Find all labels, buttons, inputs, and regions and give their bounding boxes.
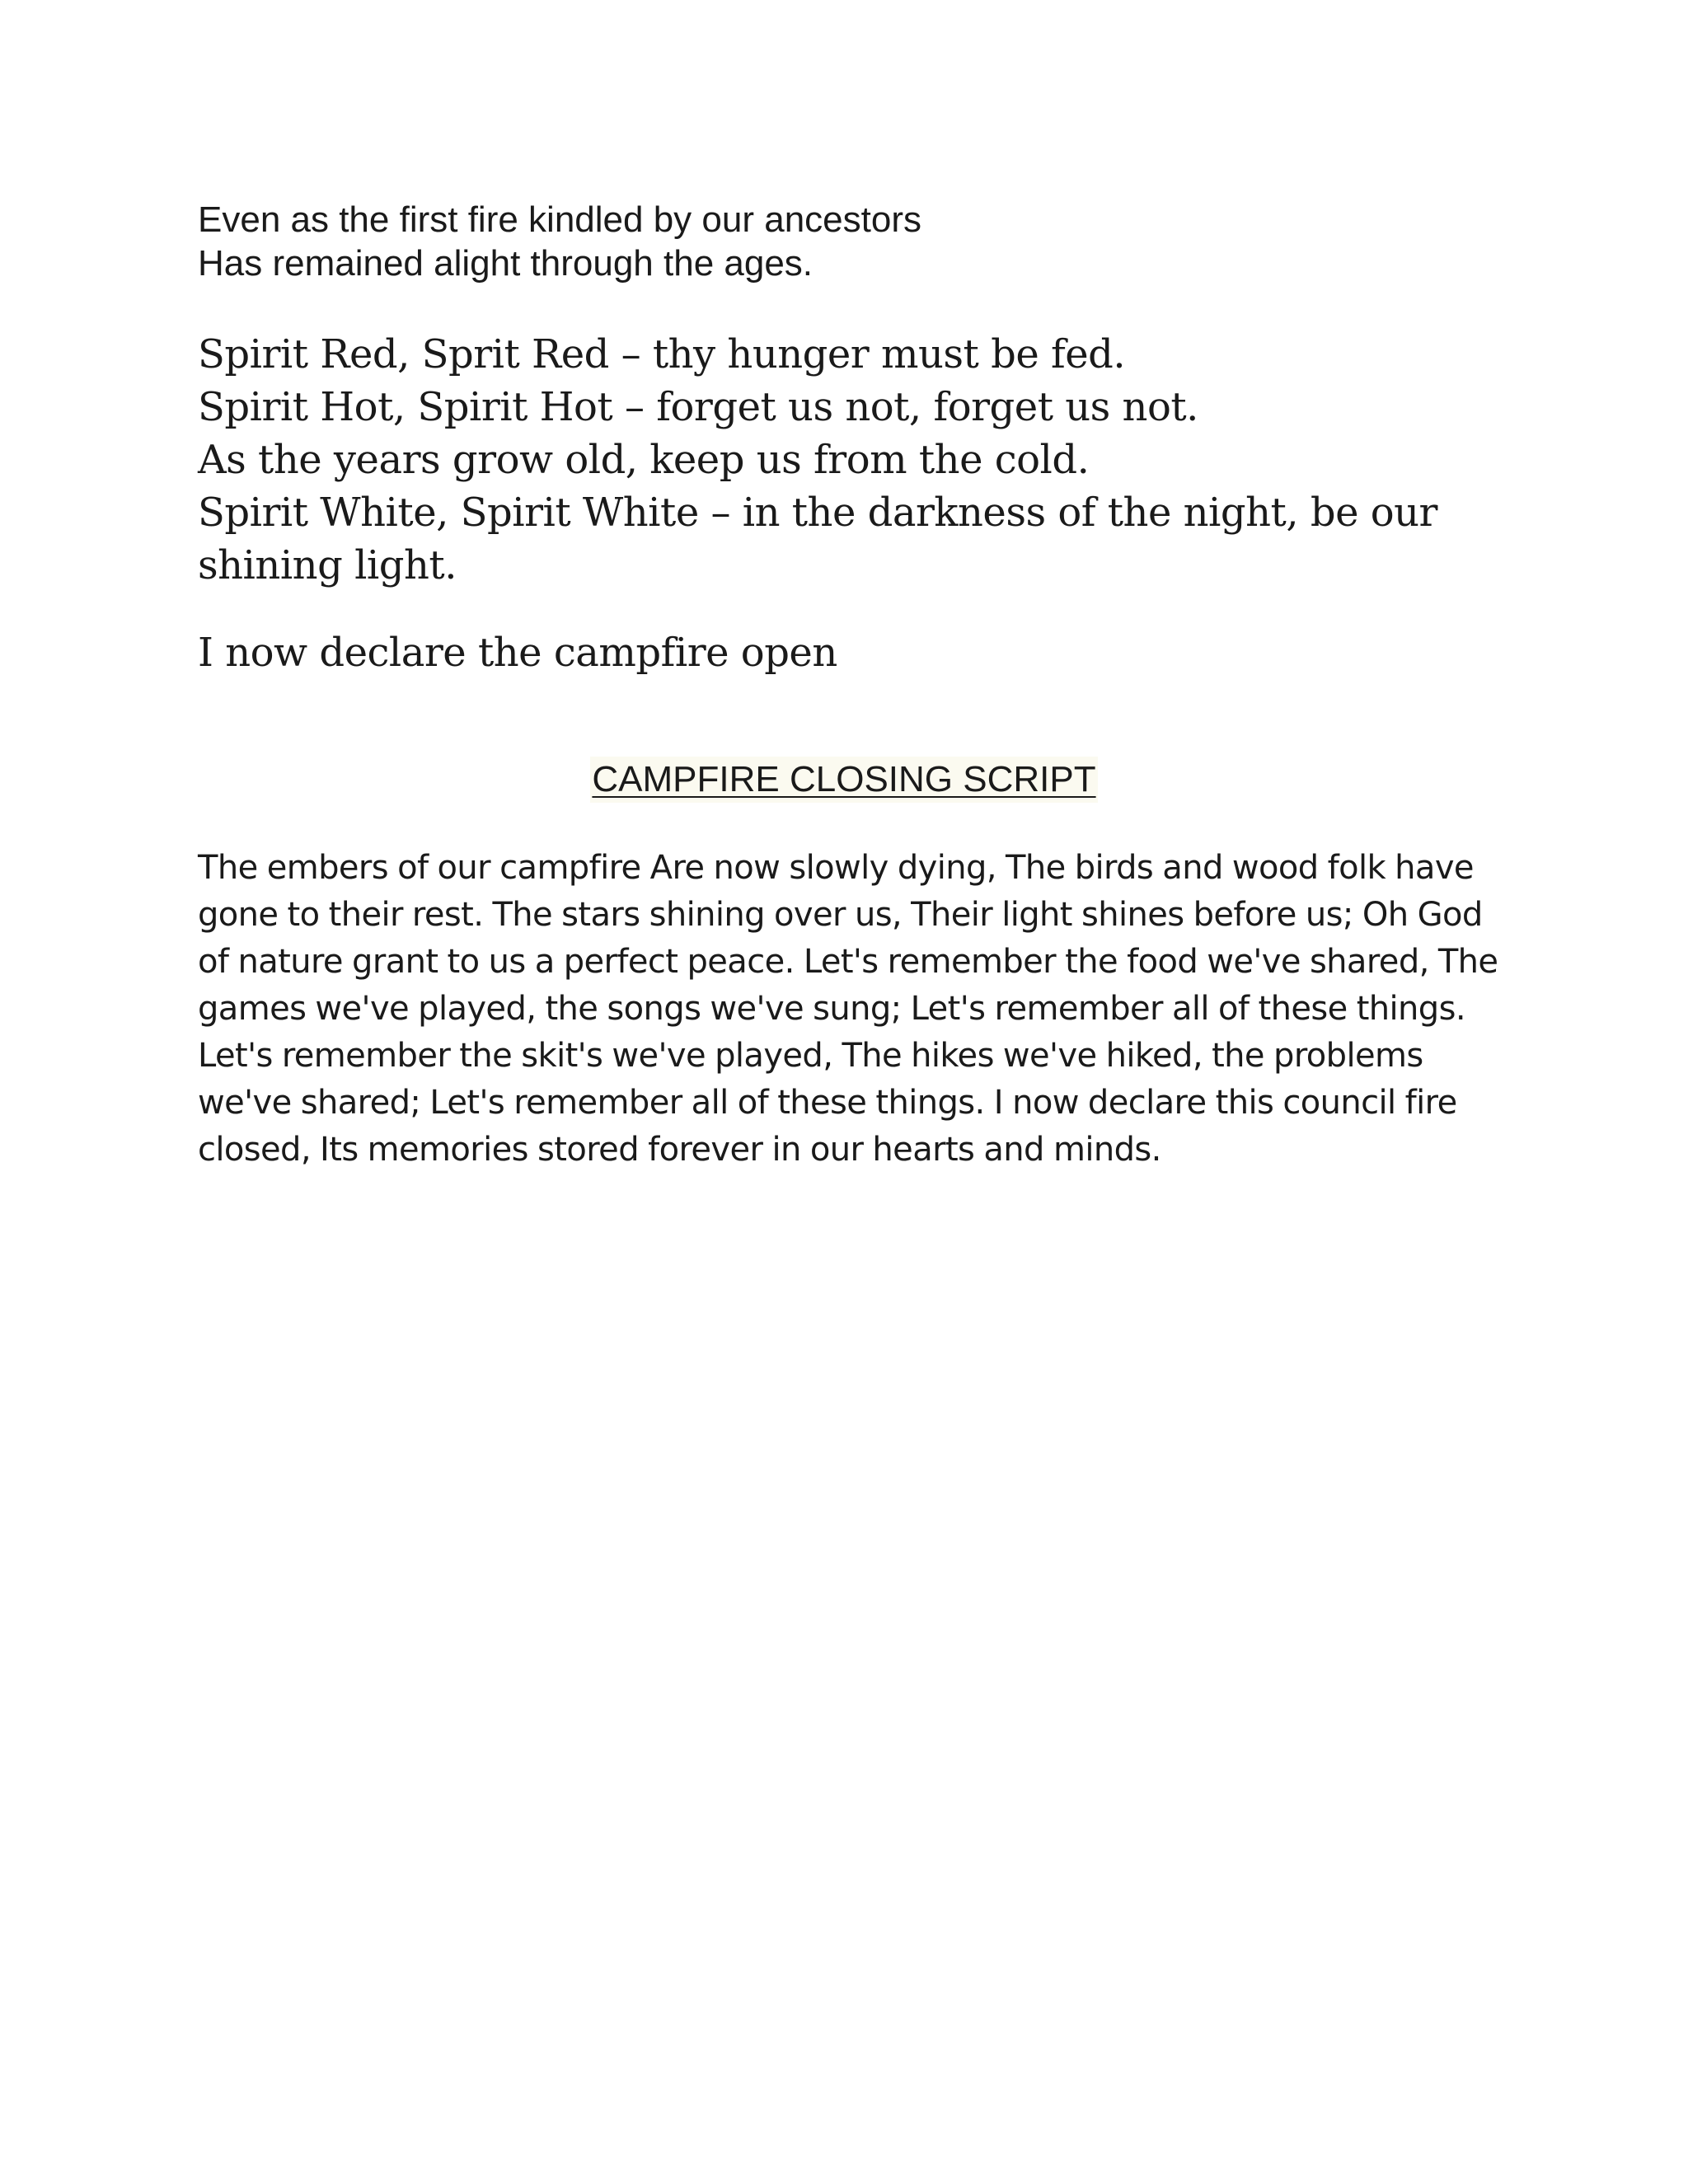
closing-line: Let's remember the skit's we've played, The hikes we've hiked, the problems xyxy=(198,1037,1423,1075)
invocation-line: As the years grow old, keep us from the cold. xyxy=(198,437,1090,483)
invocation-paragraph xyxy=(198,328,1492,592)
intro-line: Has remained alight through the ages. xyxy=(198,243,814,284)
closing-heading: CAMPFIRE CLOSING SCRIPT xyxy=(590,757,1097,803)
intro-line: Even as the first fire kindled by our ancestors xyxy=(198,199,921,240)
closing-line: closed, Its memories stored forever in our hearts and minds. xyxy=(198,1131,1161,1169)
closing-line: games we've played, the songs we've sung; Let's remember all of these things. xyxy=(198,990,1465,1028)
closing-line: of nature grant to us a perfect peace. Let's remember the food we've shared, The xyxy=(198,943,1498,981)
closing-heading-container xyxy=(0,757,1688,803)
declaration-line: I now declare the campfire open xyxy=(198,630,837,676)
declaration-paragraph xyxy=(198,626,1492,679)
invocation-line: shining light. xyxy=(198,542,457,588)
closing-paragraph xyxy=(198,845,1498,1174)
invocation-line: Spirit White, Spirit White – in the darkness of the night, be our xyxy=(198,490,1437,536)
closing-line: The embers of our campfire Are now slowly dying, The birds and wood folk have xyxy=(198,849,1474,887)
intro-paragraph xyxy=(198,198,1492,285)
closing-line: gone to their rest. The stars shining over us, Their light shines before us; Oh God xyxy=(198,896,1483,934)
invocation-line: Spirit Red, Sprit Red – thy hunger must be fed. xyxy=(198,331,1126,377)
invocation-line: Spirit Hot, Spirit Hot – forget us not, forget us not. xyxy=(198,384,1198,430)
closing-line: we've shared; Let's remember all of these things. I now declare this council fire xyxy=(198,1084,1457,1122)
